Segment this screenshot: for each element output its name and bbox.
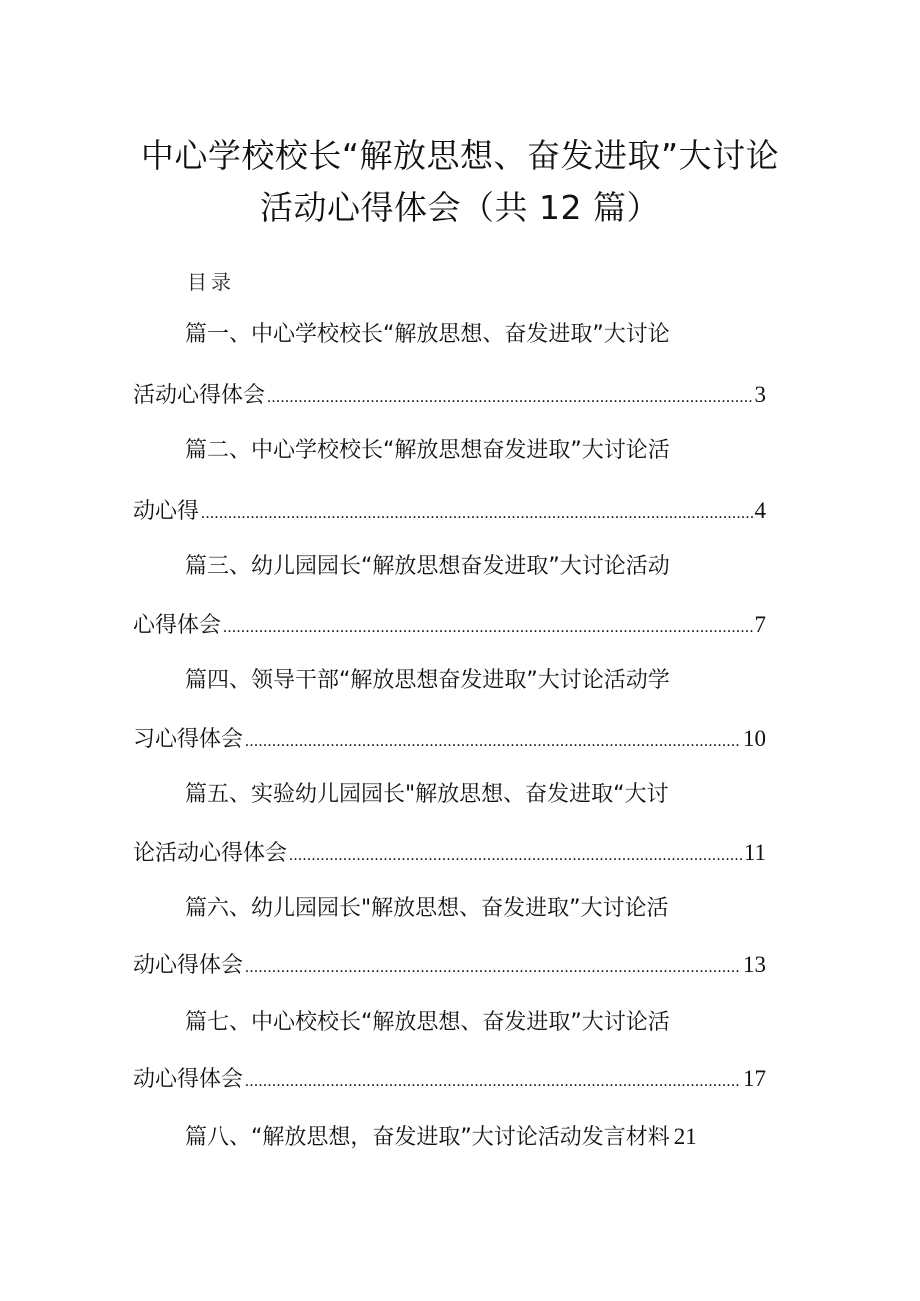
toc-page-number: 4 (754, 498, 766, 523)
toc-page-number: 11 (743, 840, 766, 865)
toc-entry-label: 动心得体会 (133, 953, 244, 978)
toc-entry-label: 活动心得体会 (133, 383, 266, 408)
toc-entry-4-title[interactable]: 篇四、领导干部“解放思想奋发进取”大讨论活动学 (185, 668, 670, 693)
toc-entry-1-title[interactable]: 篇一、中心学校校长“解放思想、奋发进取”大讨论 (185, 322, 670, 347)
toc-entry-label: 动心得体会 (133, 1067, 244, 1092)
toc-entry-8[interactable] (185, 1122, 697, 1153)
dot-leader (267, 383, 752, 413)
toc-entry-3-continuation[interactable] (133, 610, 766, 643)
toc-page-number: 3 (754, 382, 766, 407)
toc-entry-label: 心得体会 (133, 613, 222, 638)
toc-entry-7-title[interactable]: 篇七、中心校校长“解放思想、奋发进取”大讨论活 (185, 1010, 670, 1035)
document-title-line-1: 中心学校校长“解放思想、奋发进取”大讨论 (140, 136, 780, 175)
toc-entry-2-continuation[interactable] (133, 496, 766, 529)
toc-page-number: 7 (754, 612, 766, 637)
dot-leader (223, 613, 752, 643)
toc-entry-label: 习心得体会 (133, 727, 244, 752)
toc-entry-2-title[interactable]: 篇二、中心学校校长“解放思想奋发进取”大讨论活 (185, 438, 670, 463)
dot-leader (245, 727, 741, 757)
dot-leader (245, 1067, 741, 1097)
dot-leader (245, 953, 741, 983)
toc-entry-label: 动心得 (133, 499, 200, 524)
toc-entry-3-title[interactable]: 篇三、幼儿园园长“解放思想奋发进取”大讨论活动 (185, 554, 670, 579)
toc-entry-6-continuation[interactable] (133, 950, 766, 983)
dot-leader (289, 841, 742, 871)
toc-entry-1-continuation[interactable] (133, 380, 766, 413)
toc-entry-5-title[interactable]: 篇五、实验幼儿园园长"解放思想、奋发进取“大讨 (185, 782, 669, 807)
dot-leader (201, 499, 752, 529)
toc-entry-7-continuation[interactable] (133, 1064, 766, 1097)
toc-page-number: 21 (673, 1124, 697, 1149)
toc-entry-label: 论活动心得体会 (133, 841, 288, 866)
toc-entry-4-continuation[interactable] (133, 724, 766, 757)
toc-page-number: 10 (743, 726, 766, 751)
toc-entry-6-title[interactable]: 篇六、幼儿园园长"解放思想、奋发进取”大讨论活 (185, 896, 669, 921)
toc-page-number: 13 (743, 952, 766, 977)
toc-page-number: 17 (743, 1066, 766, 1091)
toc-heading: 目录 (187, 270, 235, 294)
document-title-line-2: 活动心得体会（共 12 篇） (260, 188, 660, 227)
toc-entry-5-continuation[interactable] (133, 838, 766, 871)
toc-entry-label: 篇八、“解放思想，奋发进取”大讨论活动发言材料 (185, 1125, 670, 1150)
